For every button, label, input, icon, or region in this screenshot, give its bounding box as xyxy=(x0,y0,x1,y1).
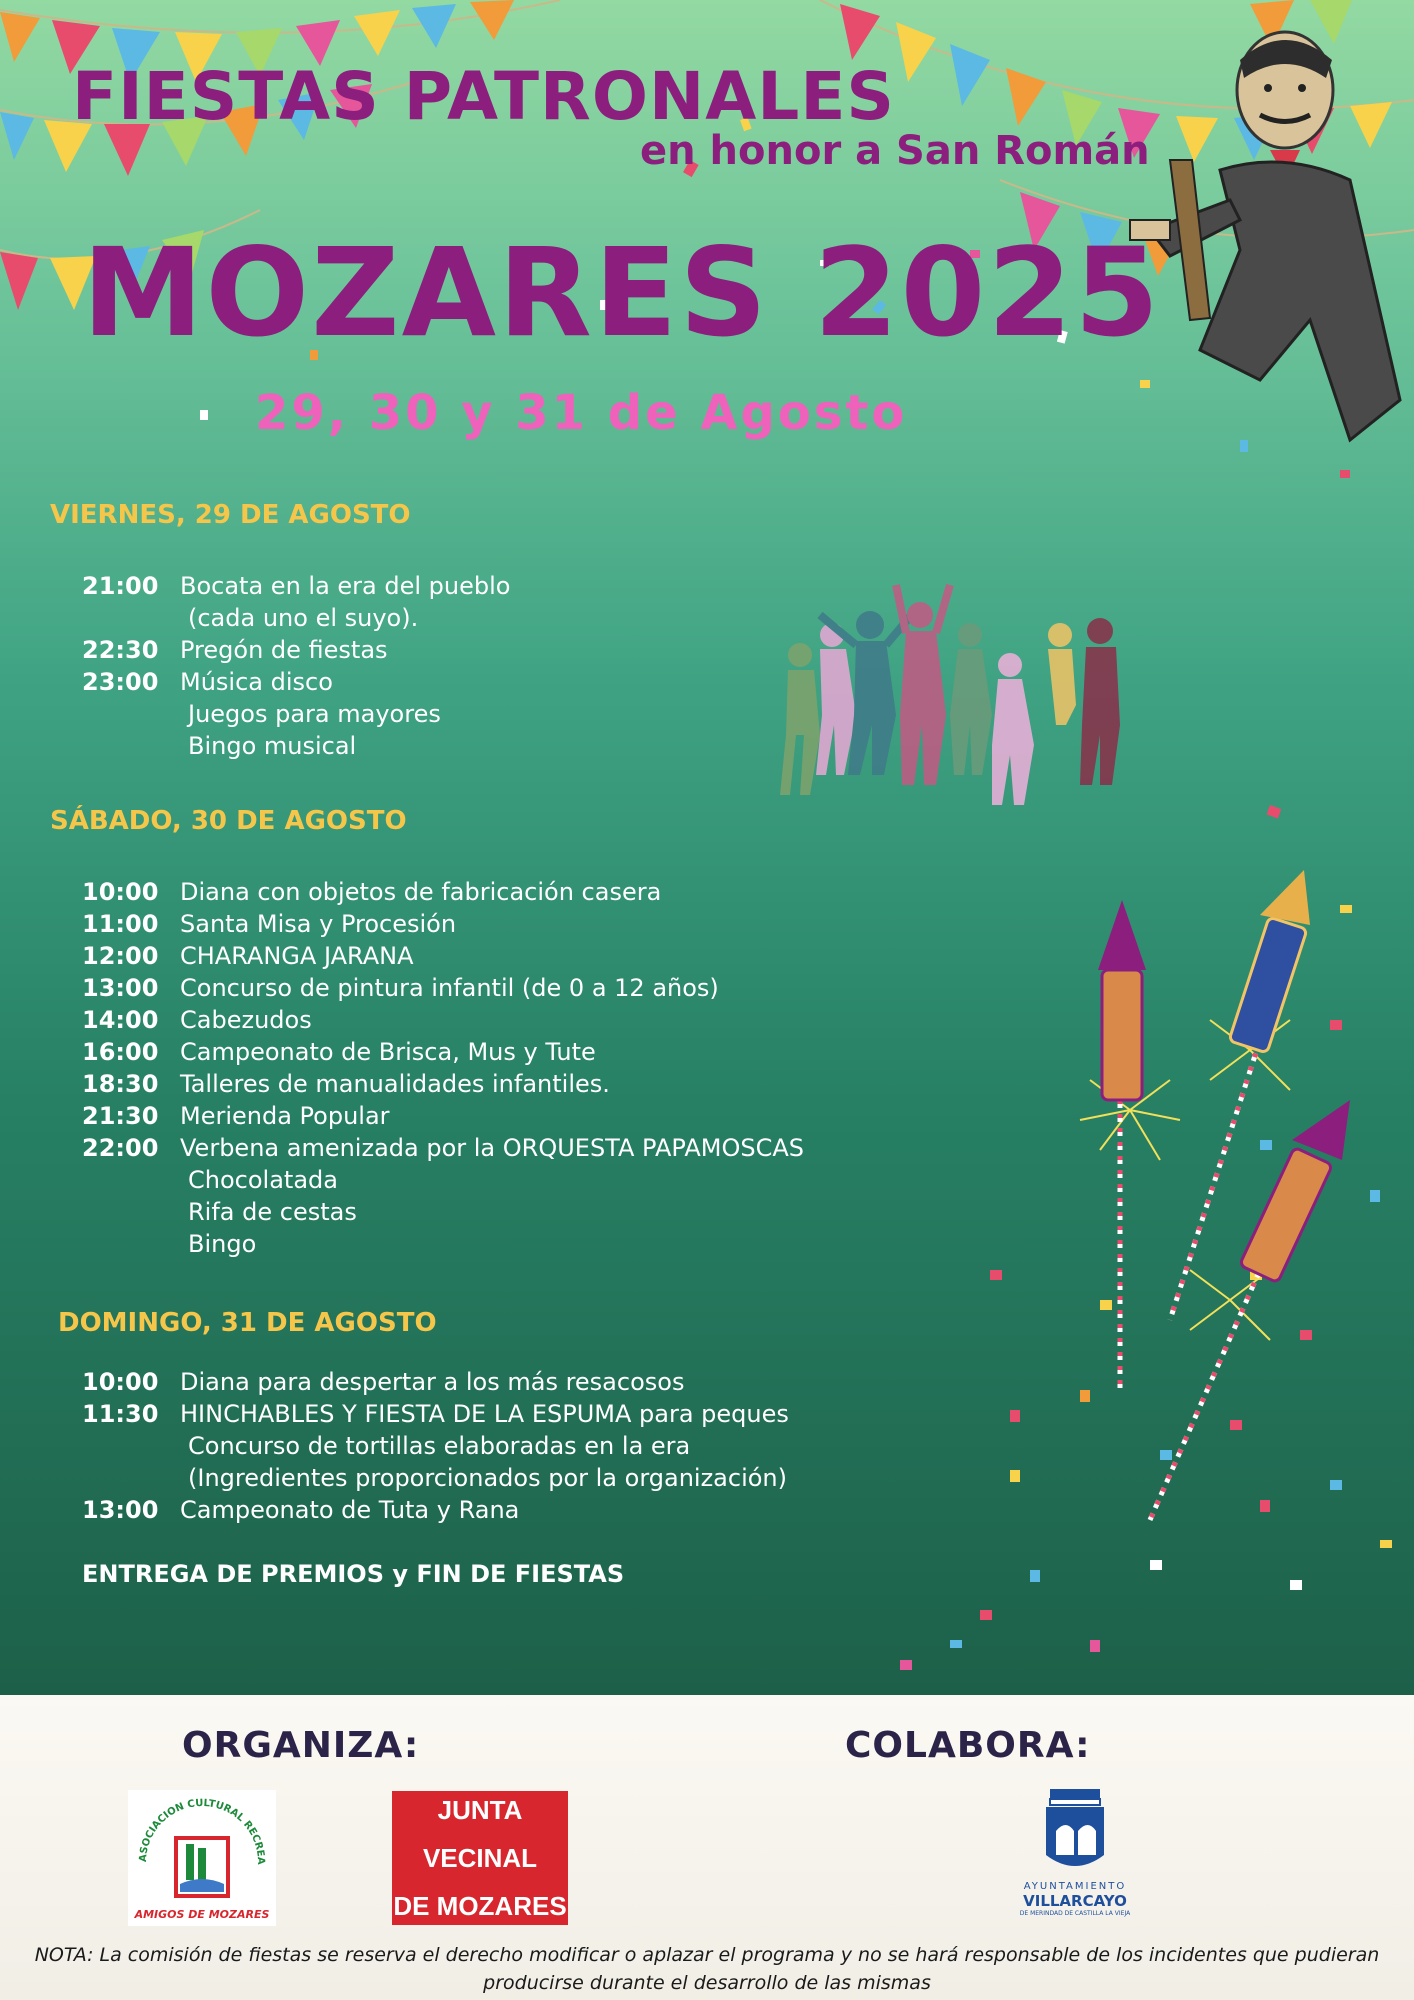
logo-assoc-name: AMIGOS DE MOZARES xyxy=(134,1908,270,1921)
event-time: 18:30 xyxy=(82,1070,159,1098)
list-item xyxy=(82,940,804,972)
list-item xyxy=(82,1398,789,1430)
association-emblem-icon xyxy=(128,1790,276,1926)
fiestas-title: FIESTAS PATRONALES xyxy=(72,58,895,135)
event-text: Talleres de manualidades infantiles. xyxy=(180,1070,610,1098)
schedule-domingo xyxy=(82,1366,789,1526)
footer-sponsors xyxy=(0,1695,1414,2000)
colabora-label: COLABORA: xyxy=(845,1725,1091,1766)
event-time: 11:00 xyxy=(82,910,159,938)
logo-asociacion-amigos-mozares xyxy=(128,1790,276,1926)
disclaimer-note: NOTA: La comisión de fiestas se reserva el derecho modificar o aplazar el programa y no se hará responsable de los incidentes que pudieran producirse durante el desarrollo de las mismas xyxy=(34,1944,1380,1994)
event-time: 13:00 xyxy=(82,1496,159,1524)
schedule-viernes xyxy=(82,570,510,762)
event-time: 10:00 xyxy=(82,1368,159,1396)
list-item xyxy=(82,1228,804,1260)
list-item xyxy=(82,1494,789,1526)
event-text: CHARANGA JARANA xyxy=(180,942,414,970)
list-item xyxy=(82,1164,804,1196)
day-heading-sabado: SÁBADO, 30 DE AGOSTO xyxy=(50,806,407,836)
closing-text: ENTREGA DE PREMIOS y FIN DE FIESTAS xyxy=(82,1560,625,1588)
day-heading-viernes: VIERNES, 29 DE AGOSTO xyxy=(50,500,411,530)
event-text: Diana con objetos de fabricación casera xyxy=(180,878,662,906)
logo-ayto-sub: DE MERINDAD DE CASTILLA LA VIEJA xyxy=(1019,1910,1131,1917)
event-time: 22:30 xyxy=(82,636,159,664)
list-item xyxy=(82,876,804,908)
event-time: 21:00 xyxy=(82,572,159,600)
list-item xyxy=(82,908,804,940)
day-heading-domingo: DOMINGO, 31 DE AGOSTO xyxy=(58,1308,437,1338)
logo-assoc-arc-text: ASOCIACION CULTURAL RECREA xyxy=(137,1797,267,1865)
list-item xyxy=(82,1366,789,1398)
event-time: 12:00 xyxy=(82,942,159,970)
event-text: Cabezudos xyxy=(180,1006,312,1034)
event-time: 14:00 xyxy=(82,1006,159,1034)
event-text: Diana para despertar a los más resacosos xyxy=(180,1368,685,1396)
event-text: Bocata en la era del pueblo xyxy=(180,572,511,600)
event-text: Rifa de cestas xyxy=(188,1198,357,1226)
event-text: Bingo musical xyxy=(188,732,357,760)
fireworks-rockets-illustration xyxy=(1060,870,1380,1530)
event-time: 16:00 xyxy=(82,1038,159,1066)
list-item xyxy=(82,1430,789,1462)
event-text: Pregón de fiestas xyxy=(180,636,388,664)
logo-junta-line1: JUNTA VECINAL xyxy=(422,1795,538,1873)
event-text: Verbena amenizada por la ORQUESTA PAPAMOSCAS xyxy=(180,1134,804,1162)
logo-ayto-name: VILLARCAYO xyxy=(1023,1892,1127,1910)
event-text: (Ingredientes proporcionados por la organización) xyxy=(188,1464,788,1492)
list-item xyxy=(82,1036,804,1068)
event-text: (cada uno el suyo). xyxy=(188,604,419,632)
list-item xyxy=(82,602,510,634)
list-item xyxy=(82,1196,804,1228)
logo-junta-line2: DE MOZARES xyxy=(393,1891,567,1921)
list-item xyxy=(82,1068,804,1100)
event-text: HINCHABLES Y FIESTA DE LA ESPUMA para peques xyxy=(180,1400,789,1428)
event-time: 10:00 xyxy=(82,878,159,906)
event-text: Campeonato de Brisca, Mus y Tute xyxy=(180,1038,596,1066)
event-time: 23:00 xyxy=(82,668,159,696)
festival-dates: 29, 30 y 31 de Agosto xyxy=(255,385,908,441)
list-item xyxy=(82,1462,789,1494)
event-text: Concurso de tortillas elaboradas en la era xyxy=(188,1432,691,1460)
event-text: Bingo xyxy=(188,1230,257,1258)
event-time: 22:00 xyxy=(82,1134,159,1162)
dancers-silhouette-illustration xyxy=(760,575,1140,815)
logo-ayto-top: AYUNTAMIENTO xyxy=(1023,1881,1127,1892)
list-item xyxy=(82,1132,804,1164)
list-item xyxy=(82,666,510,698)
list-item xyxy=(82,1100,804,1132)
event-text: Música disco xyxy=(180,668,333,696)
castle-shield-icon xyxy=(1040,1785,1110,1875)
list-item xyxy=(82,570,510,602)
main-title: MOZARES 2025 xyxy=(82,222,1162,364)
list-item xyxy=(82,698,510,730)
event-text: Merienda Popular xyxy=(180,1102,390,1130)
event-text: Chocolatada xyxy=(188,1166,338,1194)
schedule-sabado xyxy=(82,876,804,1260)
event-text: Santa Misa y Procesión xyxy=(180,910,457,938)
event-text: Campeonato de Tuta y Rana xyxy=(180,1496,520,1524)
event-time: 21:30 xyxy=(82,1102,159,1130)
list-item xyxy=(82,634,510,666)
list-item xyxy=(82,972,804,1004)
event-text: Concurso de pintura infantil (de 0 a 12 años) xyxy=(180,974,719,1002)
event-text: Juegos para mayores xyxy=(188,700,441,728)
logo-junta-vecinal xyxy=(392,1791,568,1925)
event-time: 11:30 xyxy=(82,1400,159,1428)
event-time: 13:00 xyxy=(82,974,159,1002)
logo-ayuntamiento-villarcayo xyxy=(1005,1785,1145,1935)
organiza-label: ORGANIZA: xyxy=(182,1725,420,1766)
subtitle-honor: en honor a San Román xyxy=(640,128,1150,174)
list-item xyxy=(82,1004,804,1036)
list-item xyxy=(82,730,510,762)
